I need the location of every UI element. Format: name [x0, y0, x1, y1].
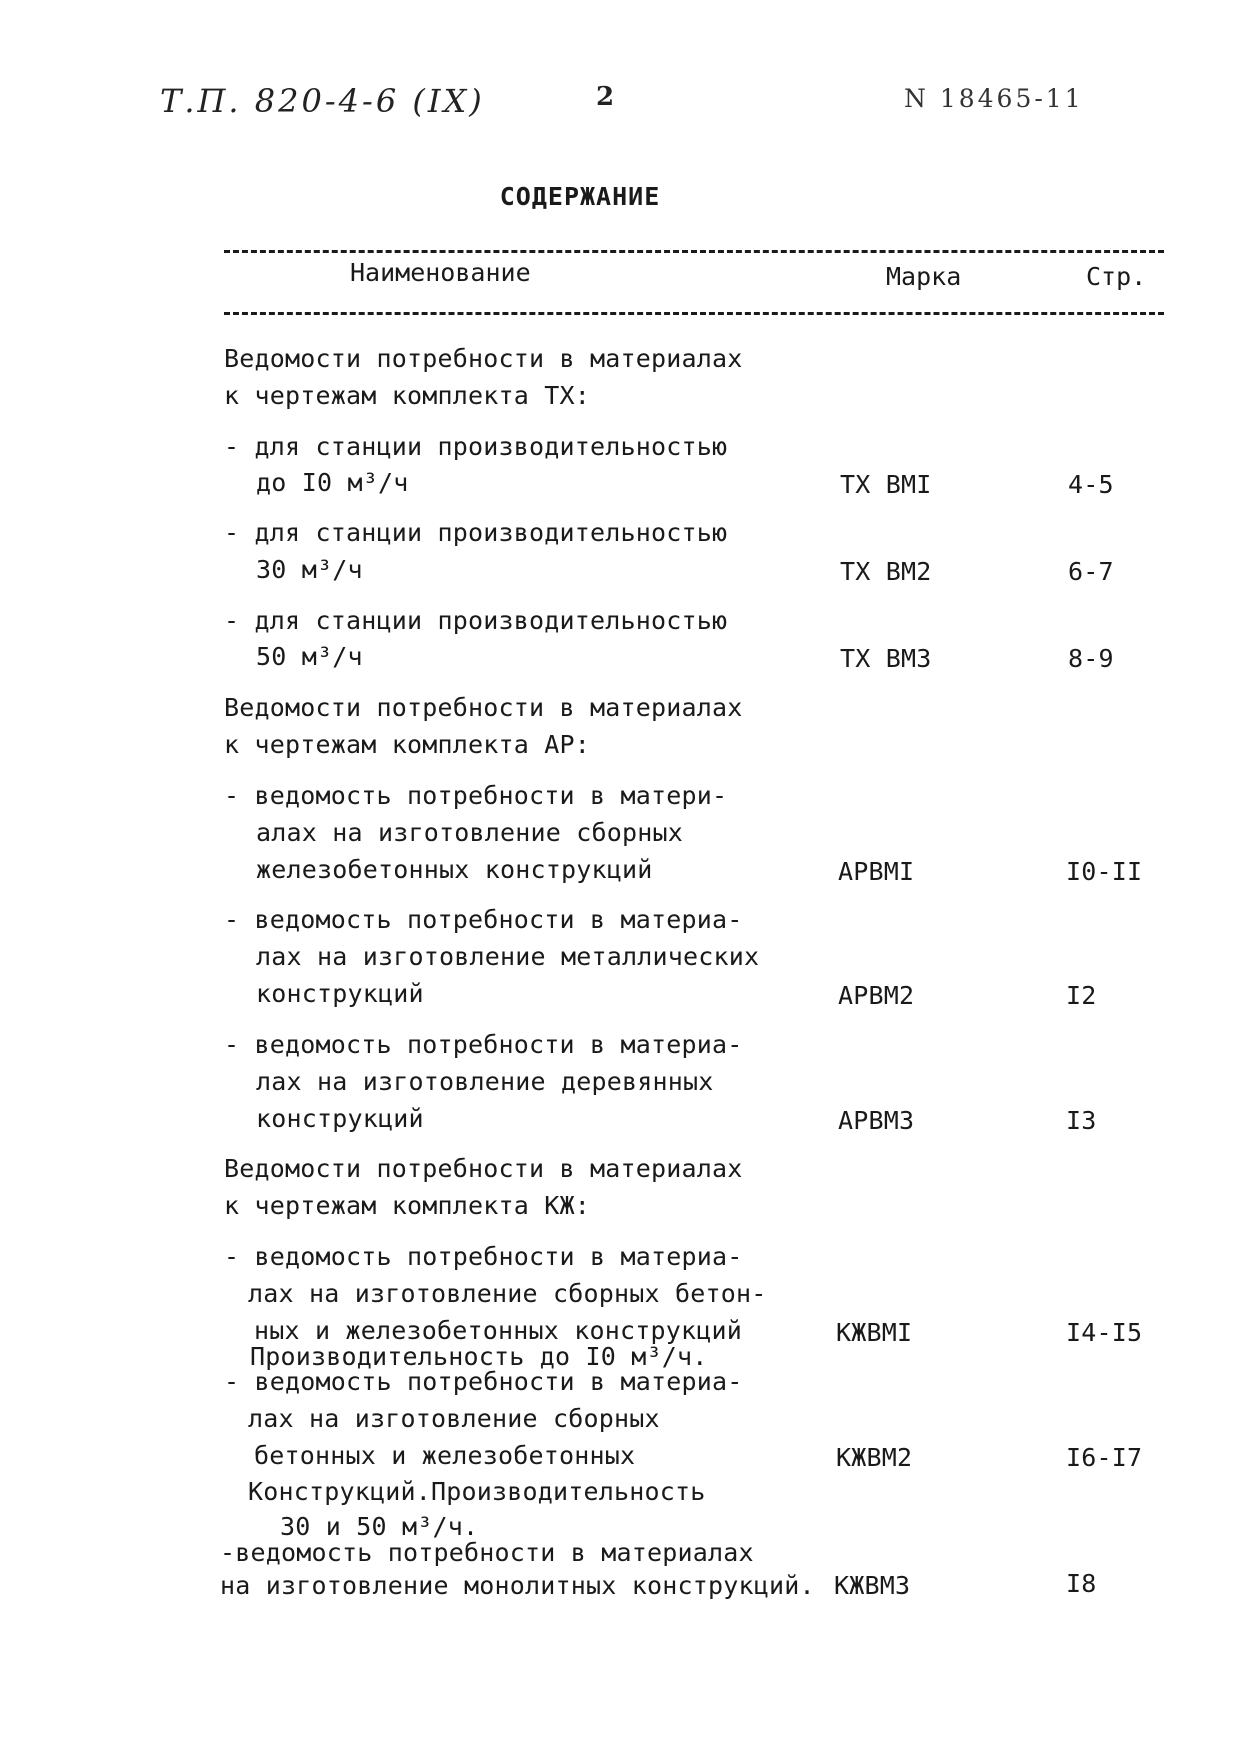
- entry-page: I8: [1066, 1569, 1097, 1598]
- entry-line: лах на изготовление металлических: [256, 942, 760, 971]
- entry-line: 50 м³/ч: [256, 642, 363, 671]
- table-header-bottom-rule: [224, 312, 1164, 315]
- entry-page: 4-5: [1068, 470, 1114, 499]
- entry-line: Производительность до I0 м³/ч.: [250, 1342, 708, 1371]
- entry-mark: АРВМ2: [838, 981, 915, 1010]
- entry-line: до I0 м³/ч: [256, 468, 409, 497]
- entry-page: I3: [1066, 1106, 1097, 1135]
- entry-mark: АРВМ3: [838, 1106, 915, 1135]
- entry-line: -ведомость потребности в материалах: [220, 1538, 754, 1567]
- section-heading-tx-line2: к чертежам комплекта ТХ:: [224, 381, 591, 410]
- section-heading-tx-line1: Ведомости потребности в материалах: [224, 344, 743, 373]
- entry-line: на изготовление монолитных конструкций.: [220, 1571, 815, 1600]
- entry-line: лах на изготовление сборных: [248, 1404, 660, 1433]
- section-heading-kzh-line2: к чертежам комплекта КЖ:: [224, 1191, 591, 1220]
- entry-line: - для станции производительностью: [224, 606, 728, 635]
- entry-line: - ведомость потребности в матери-: [224, 781, 728, 810]
- entry-line: - ведомость потребности в материа-: [224, 905, 743, 934]
- entry-line: - для станции производительностью: [224, 432, 728, 461]
- entry-mark: ТХ ВМ2: [840, 557, 932, 586]
- entry-line: ных и железобетонных конструкций: [254, 1316, 743, 1345]
- entry-page: 6-7: [1068, 557, 1114, 586]
- entry-line: 30 и 50 м³/ч.: [280, 1512, 479, 1541]
- table-header-top-rule: [224, 250, 1164, 253]
- entry-line: - ведомость потребности в материа-: [224, 1242, 743, 1271]
- entry-mark: АРВМI: [838, 857, 915, 886]
- page-title: СОДЕРЖАНИЕ: [499, 182, 661, 211]
- registration-number: N 18465-11: [904, 84, 1084, 113]
- section-heading-ar-line2: к чертежам комплекта АР:: [224, 730, 591, 759]
- document-code: Т.П. 820-4-6 (IX): [160, 82, 485, 120]
- section-heading-ar-line1: Ведомости потребности в материалах: [224, 693, 743, 722]
- entry-line: Конструкций.Производительность: [248, 1477, 706, 1506]
- entry-line: железобетонных конструкций: [256, 855, 653, 884]
- entry-line: лах на изготовление деревянных: [256, 1067, 714, 1096]
- entry-page: 8-9: [1068, 644, 1114, 673]
- entry-mark: ТХ ВМ3: [840, 644, 932, 673]
- entry-line: бетонных и железобетонных: [254, 1441, 636, 1470]
- entry-line: - ведомость потребности в материа-: [224, 1367, 743, 1396]
- entry-mark: КЖВМ2: [836, 1443, 913, 1472]
- entry-line: конструкций: [256, 979, 424, 1008]
- entry-line: - ведомость потребности в материа-: [224, 1030, 743, 1059]
- entry-page: I6-I7: [1066, 1443, 1143, 1472]
- page-number: 2: [596, 82, 615, 112]
- entry-line: конструкций: [256, 1104, 424, 1133]
- entry-mark: КЖВМI: [836, 1318, 913, 1347]
- entry-line: 30 м³/ч: [256, 555, 363, 584]
- entry-mark: ТХ ВМI: [840, 470, 932, 499]
- entry-line: алах на изготовление сборных: [256, 818, 684, 847]
- entry-line: лах на изготовление сборных бетон-: [248, 1279, 767, 1308]
- entry-page: I0-II: [1066, 857, 1143, 886]
- entry-page: I2: [1066, 981, 1097, 1010]
- entry-page: I4-I5: [1066, 1318, 1143, 1347]
- section-heading-kzh-line1: Ведомости потребности в материалах: [224, 1154, 743, 1183]
- entry-line: - для станции производительностью: [224, 518, 728, 547]
- entry-mark: КЖВМ3: [834, 1571, 911, 1600]
- column-header-mark: Марка: [886, 262, 962, 291]
- column-header-page: Стр.: [1086, 262, 1147, 291]
- column-header-name: Наименование: [350, 258, 531, 287]
